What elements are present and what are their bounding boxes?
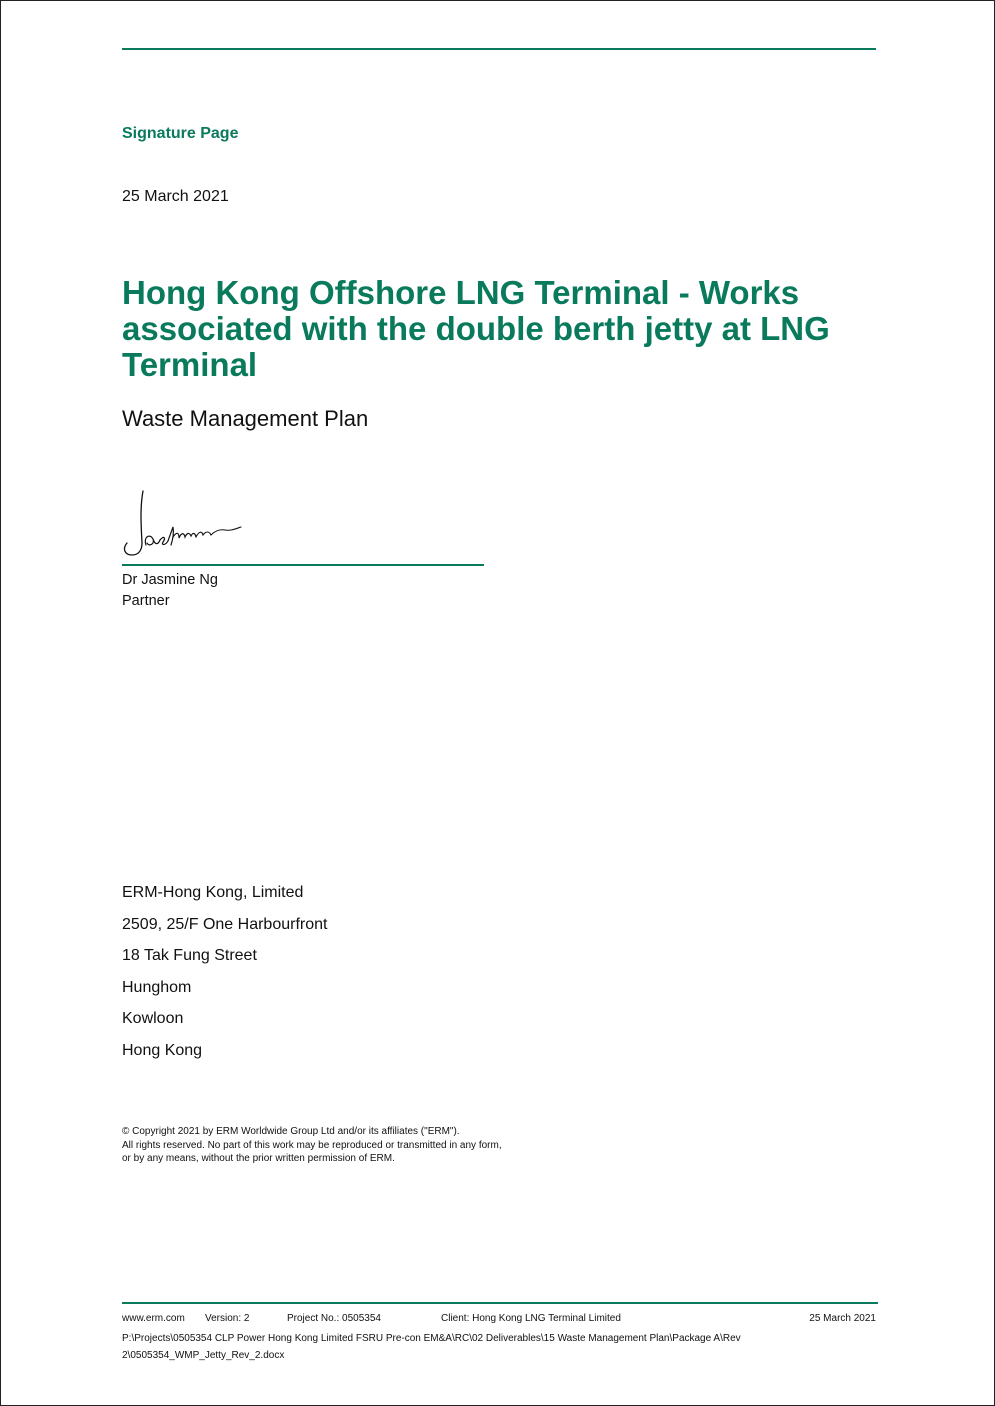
signatory-block <box>122 570 218 612</box>
document-subtitle: Waste Management Plan <box>122 406 369 431</box>
footer-path-line: P:\Projects\0505354 CLP Power Hong Kong Limited FSRU Pre-con EM&A\RC\02 Deliverables\15 Waste Management Plan\Package A\Rev <box>122 1333 741 1344</box>
address-line: ERM-Hong Kong, Limited <box>122 884 304 901</box>
footer-version: Version: 2 <box>205 1313 250 1324</box>
footer-client: Client: Hong Kong LNG Terminal Limited <box>441 1313 621 1324</box>
document-date: 25 March 2021 <box>122 188 229 205</box>
page-footer <box>122 1313 876 1364</box>
footer-path-line: 2\0505354_WMP_Jetty_Rev_2.docx <box>122 1350 285 1361</box>
signatory-role: Partner <box>122 593 170 609</box>
copyright-line: or by any means, without the prior written permission of ERM. <box>122 1153 395 1164</box>
footer-project-number: Project No.: 0505354 <box>287 1313 381 1324</box>
footer-date: 25 March 2021 <box>809 1313 876 1324</box>
address-line: Hong Kong <box>122 1041 203 1059</box>
footer-file-path <box>122 1330 762 1364</box>
copyright-notice <box>122 1125 502 1166</box>
signatory-name: Dr Jasmine Ng <box>122 572 218 588</box>
footer-website-link[interactable]: www.erm.com <box>122 1313 185 1324</box>
copyright-line: © Copyright 2021 by ERM Worldwide Group Ltd and/or its affiliates ("ERM"). <box>122 1126 460 1137</box>
handwritten-signature <box>113 485 253 565</box>
document-title: Hong Kong Offshore LNG Terminal - Works associated with the double berth jetty at LNG Terminal <box>122 274 830 383</box>
footer-rule <box>122 1302 878 1304</box>
address-line: 18 Tak Fung Street <box>122 947 257 965</box>
copyright-line: All rights reserved. No part of this work may be reproduced or transmitted in any form, <box>122 1139 502 1151</box>
header-rule <box>122 48 876 50</box>
address-block <box>122 877 327 1067</box>
address-line: Hunghom <box>122 978 192 996</box>
signature-line <box>122 564 484 566</box>
address-line: 2509, 25/F One Harbourfront <box>122 915 328 933</box>
footer-meta-row <box>122 1313 876 1327</box>
section-label: Signature Page <box>122 125 239 142</box>
address-line: Kowloon <box>122 1010 184 1028</box>
